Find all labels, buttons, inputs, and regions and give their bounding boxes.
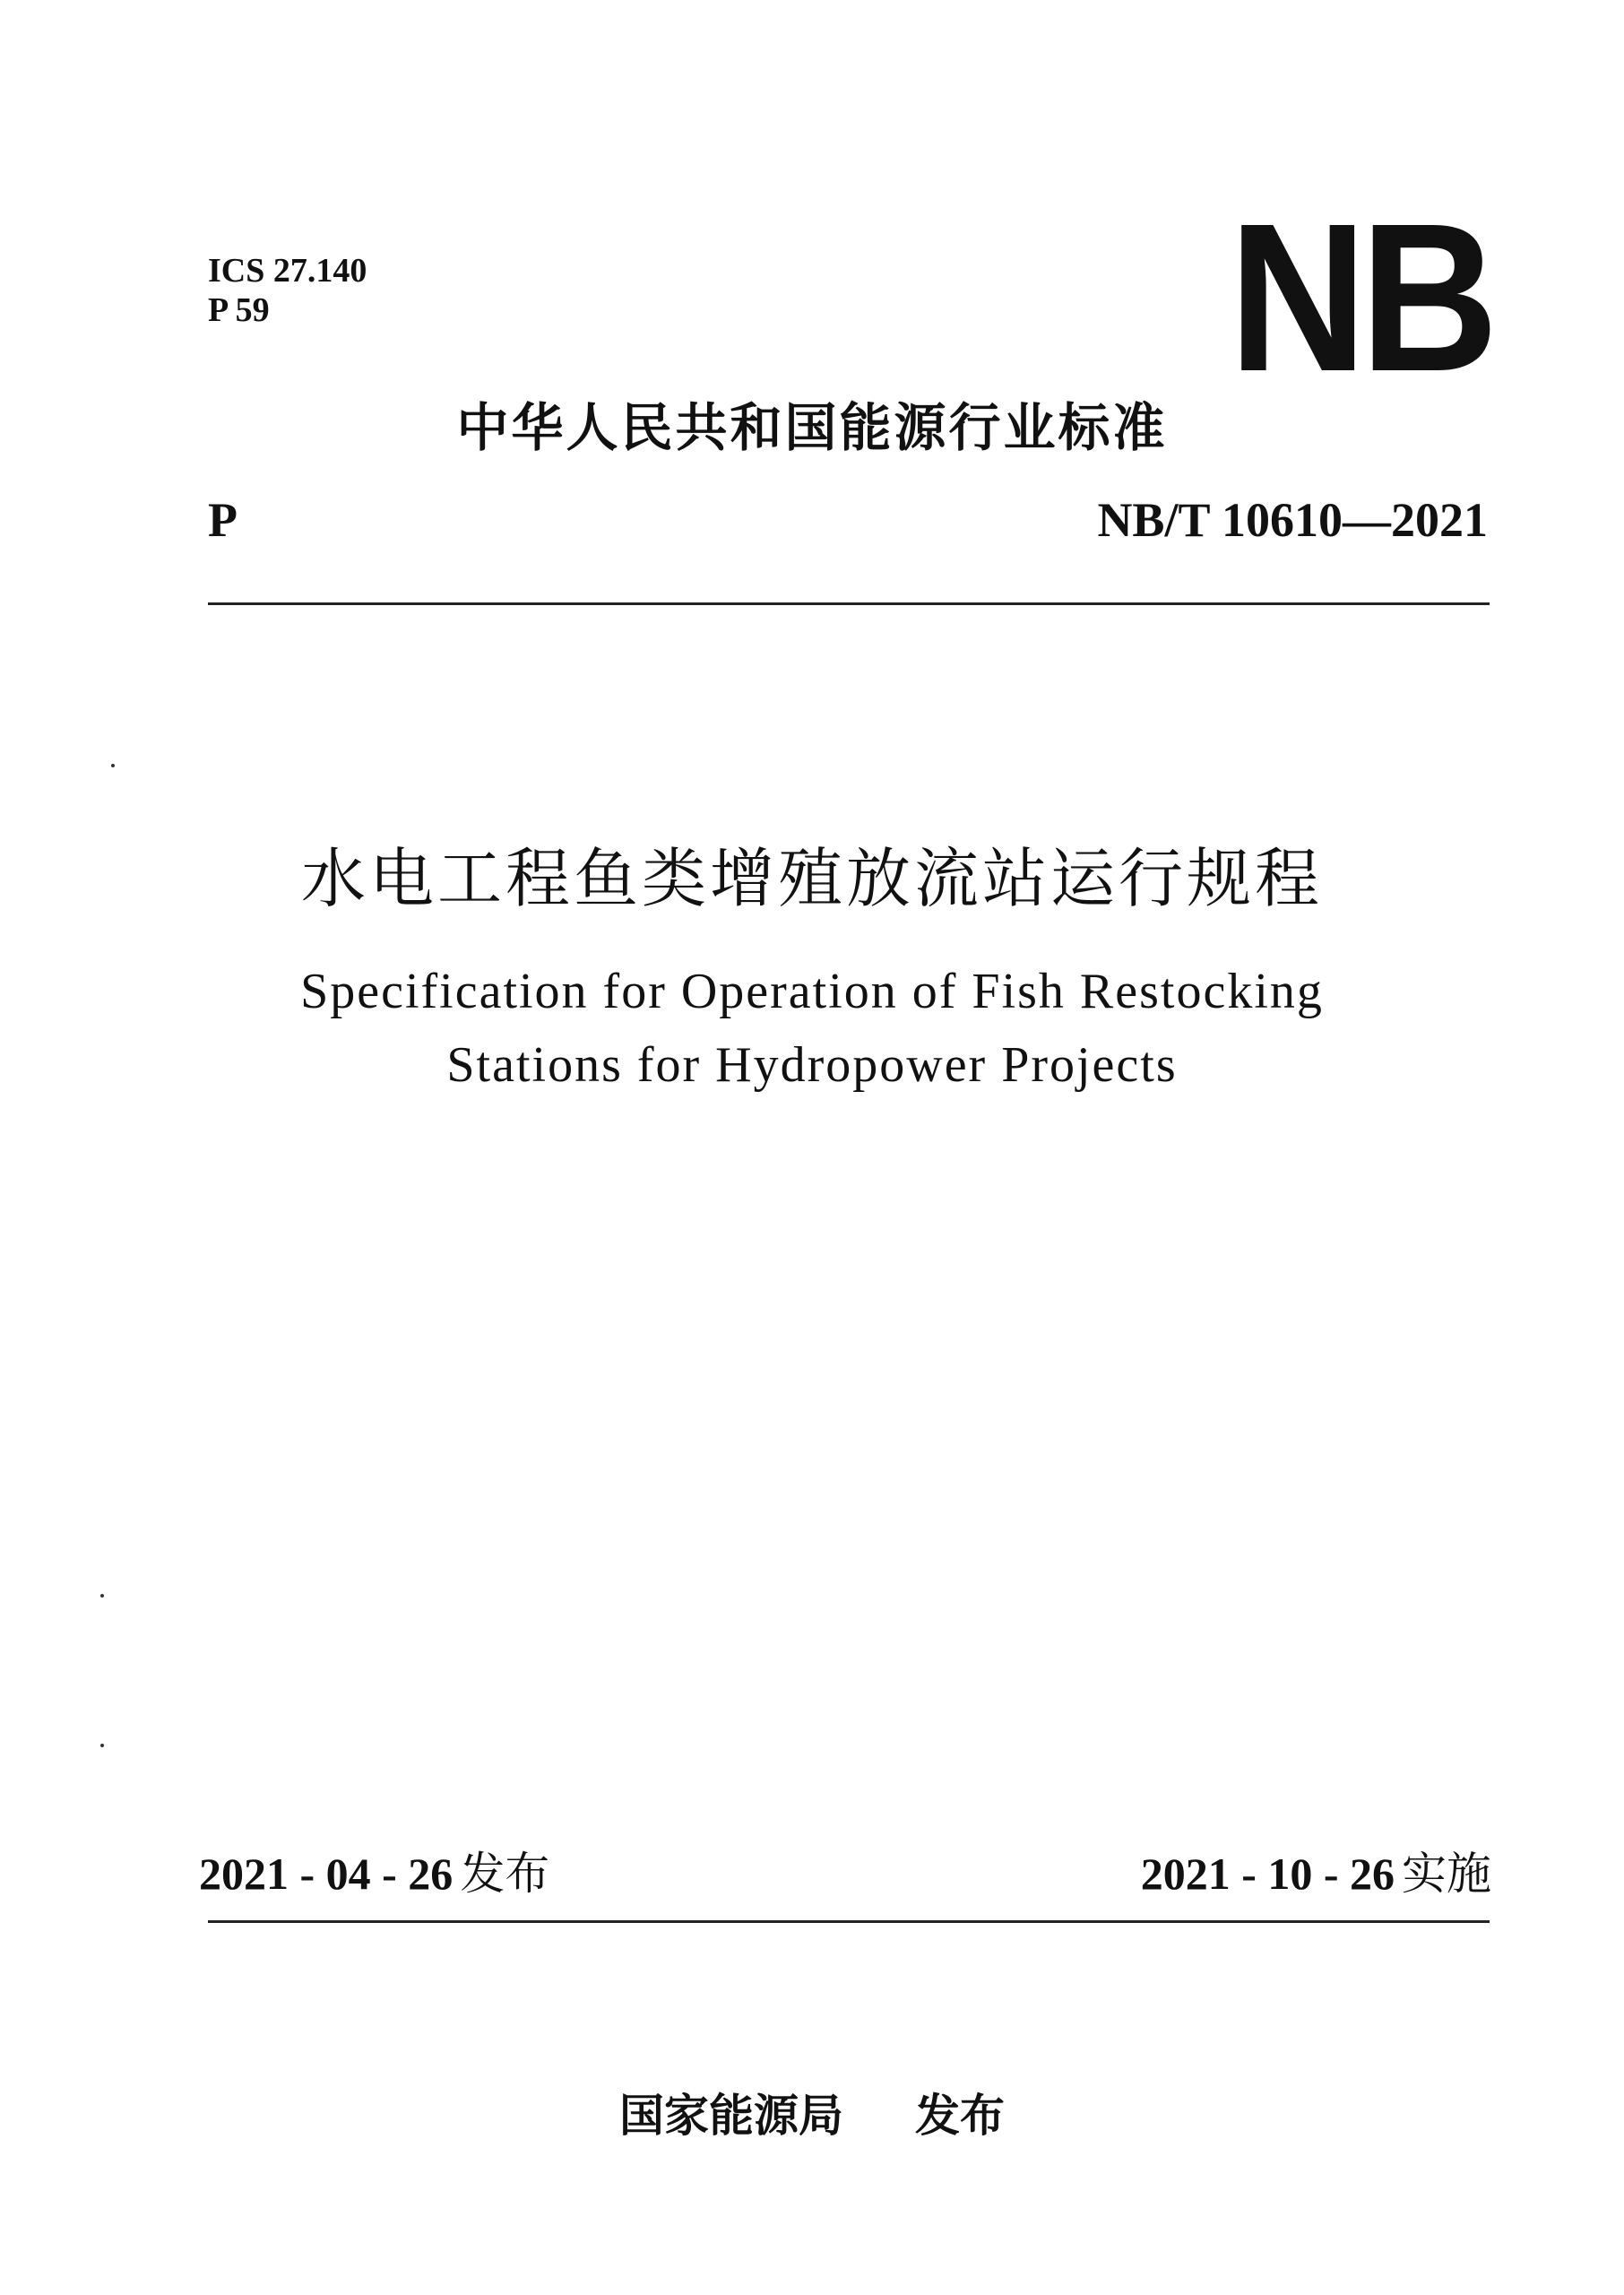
english-title-line-2: Stations for Hydropower Projects	[446, 1037, 1178, 1093]
ics-code: ICS 27.140	[208, 252, 367, 290]
scan-speck	[100, 1594, 104, 1598]
implementation-date: 2021 - 10 - 26	[1140, 1849, 1395, 1899]
publisher-line	[0, 2087, 1624, 2144]
standard-number: NB/T 10610—2021	[1097, 493, 1488, 547]
nb-logo: NB	[1228, 179, 1491, 416]
scan-speck	[111, 764, 115, 767]
classification-codes	[208, 251, 367, 330]
publisher-name: 国家能源局	[619, 2090, 843, 2142]
bottom-divider	[208, 1920, 1490, 1923]
issue-date: 2021 - 04 - 26	[199, 1849, 454, 1899]
implementation-date-line	[1141, 1847, 1491, 1901]
issue-label: 发布	[460, 1848, 550, 1900]
category-code: P 59	[208, 291, 270, 329]
publisher-action: 发布	[915, 2090, 1005, 2142]
issue-date-line	[199, 1847, 549, 1901]
document-title-chinese: 水电工程鱼类增殖放流站运行规程	[300, 841, 1323, 916]
implementation-label: 实施	[1402, 1848, 1491, 1900]
class-letter: P	[208, 493, 238, 547]
top-divider	[208, 602, 1490, 605]
standard-type-title: 中华人民共和国能源行业标准	[456, 397, 1168, 458]
english-title-line-1: Specification for Operation of Fish Restocking	[300, 964, 1324, 1019]
document-title-english	[0, 955, 1624, 1102]
scan-speck	[100, 1744, 104, 1747]
